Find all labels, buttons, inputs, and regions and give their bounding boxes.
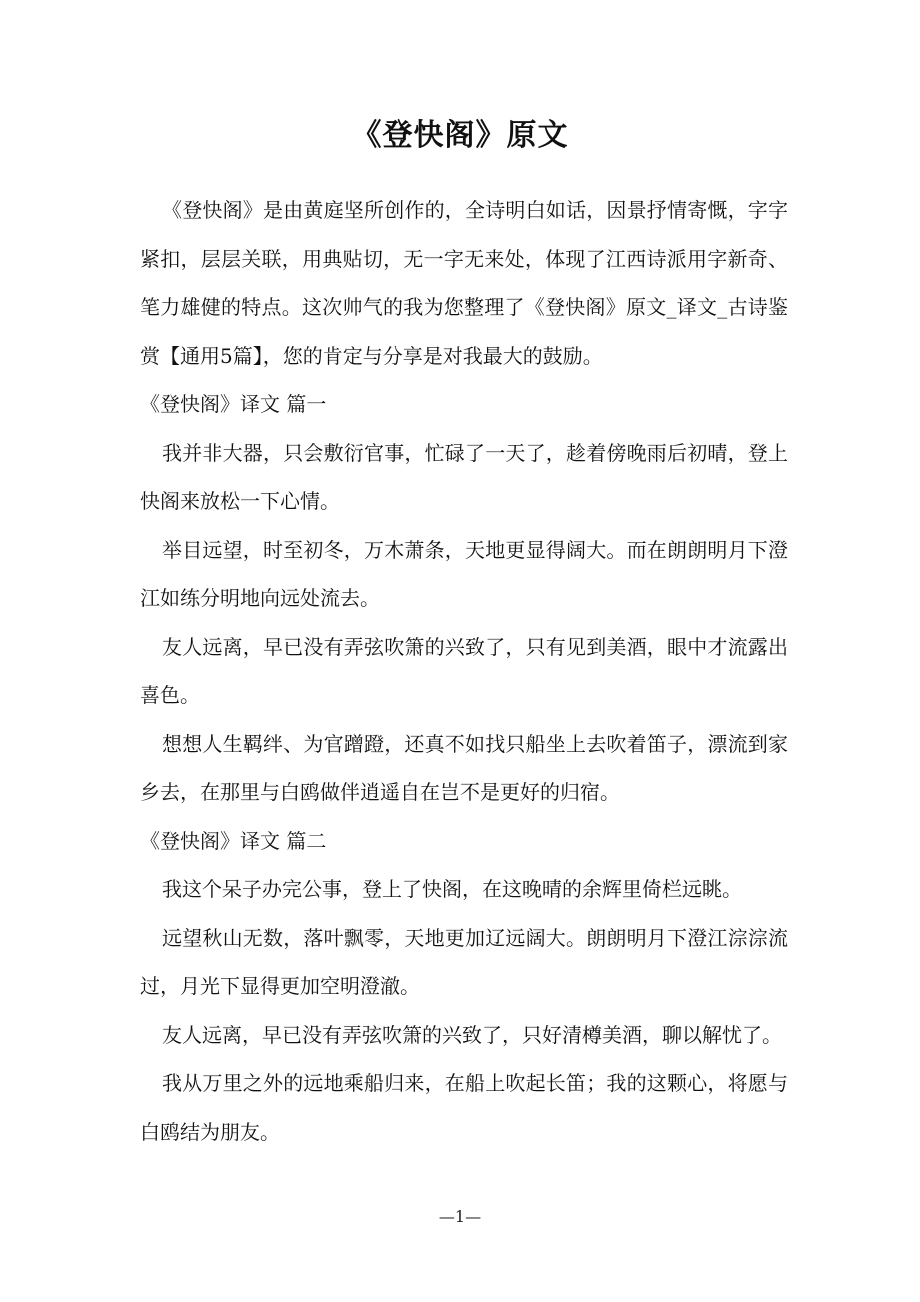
page-number: —1— bbox=[438, 1207, 482, 1226]
paragraph: 想想人生羁绊、为官蹭蹬，还真不如找只船坐上去吹着笛子，漂流到家乡去，在那里与白鸥做伴逍遥自在岂不是更好的归宿。 bbox=[140, 731, 788, 804]
paragraph: 友人远离，早已没有弄弦吹箫的兴致了，只好清樽美酒，聊以解忧了。 bbox=[162, 1022, 782, 1047]
section-1 bbox=[140, 380, 788, 817]
paragraph: 友人远离，早已没有弄弦吹箫的兴致了，只有见到美酒，眼中才流露出喜色。 bbox=[140, 634, 788, 707]
document-body bbox=[140, 186, 788, 1156]
paragraph: 我并非大器，只会敷衍官事，忙碌了一天了，趁着傍晚雨后初晴，登上快阁来放松一下心情。 bbox=[140, 440, 788, 513]
paragraph: 我这个呆子办完公事，登上了快阁，在这晚晴的余辉里倚栏远眺。 bbox=[162, 877, 742, 901]
intro-paragraph: 《登快阁》是由黄庭坚所创作的，全诗明白如话，因景抒情寄慨，字字紧扣，层层关联，用典贴切，无一字无来处，体现了江西诗派用字新奇、笔力雄健的特点。这次帅气的我为您整理了《登快阁》原文_译文_古诗鉴赏【通用5篇】，您的肯定与分享是对我最大的鼓励。 bbox=[140, 198, 788, 368]
section-heading: 《登快阁》译文 篇二 bbox=[140, 828, 327, 853]
paragraph: 举目远望，时至初冬，万木萧条，天地更显得阔大。而在朗朗明月下澄江如练分明地向远处流去。 bbox=[140, 537, 788, 610]
section-heading: 《登快阁》译文 篇一 bbox=[140, 392, 327, 416]
paragraph: 我从万里之外的远地乘船归来，在船上吹起长笛；我的这颗心，将愿与白鸥结为朋友。 bbox=[140, 1071, 788, 1144]
paragraph: 远望秋山无数，落叶飘零，天地更加辽远阔大。朗朗明月下澄江淙淙流过，月光下显得更加空明澄澈。 bbox=[140, 925, 788, 998]
page-title: 《登快阁》原文 bbox=[351, 118, 569, 153]
section-2 bbox=[140, 817, 788, 1157]
